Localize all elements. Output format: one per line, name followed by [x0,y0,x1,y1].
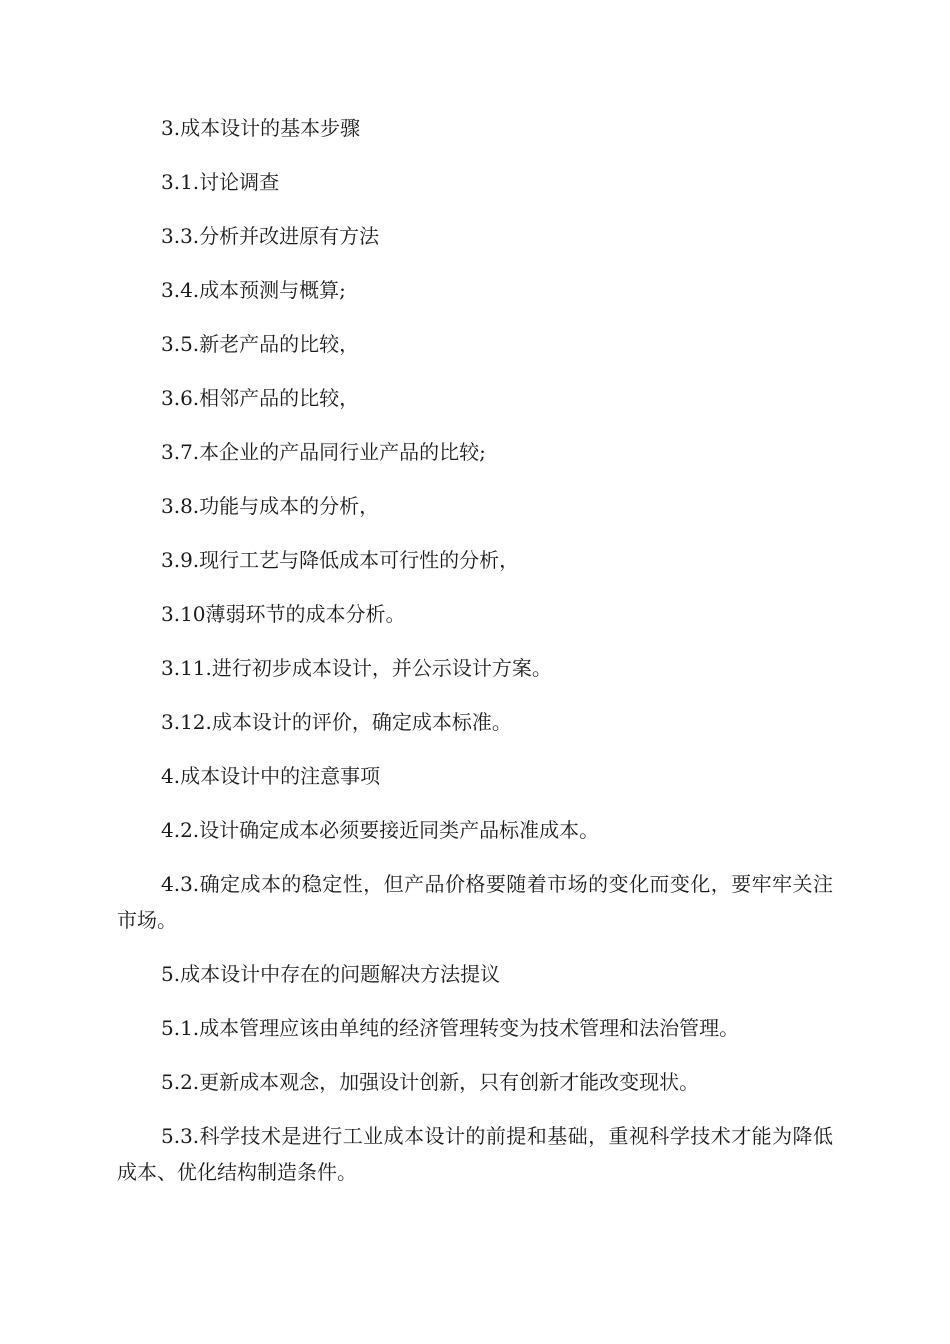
paragraph: 5.1.成本管理应该由单纯的经济管理转变为技术管理和法治管理。 [161,1016,740,1040]
paragraph: 4.3.确定成本的稳定性，但产品价格要随着市场的变化而变化，要牢牢关注市场。 [117,872,833,932]
paragraph: 3.9.现行工艺与降低成本可行性的分析， [161,548,520,572]
paragraph: 5.成本设计中存在的问题解决方法提议 [161,962,501,986]
paragraph: 3.5.新老产品的比较， [161,332,360,356]
paragraph: 5.3.科学技术是进行工业成本设计的前提和基础，重视科学技术才能为降低成本、优化结构制造条件。 [117,1124,833,1184]
paragraph: 3.8.功能与成本的分析， [161,494,380,518]
paragraph: 3.7.本企业的产品同行业产品的比较; [161,440,486,464]
document-body [117,110,833,1208]
paragraph: 5.2.更新成本观念，加强设计创新，只有创新才能改变现状。 [161,1070,700,1094]
paragraph: 3.12.成本设计的评价，确定成本标准。 [161,710,512,734]
paragraph: 3.6.相邻产品的比较， [161,386,360,410]
paragraph: 3.1.讨论调查 [161,170,280,194]
paragraph: 3.4.成本预测与概算; [161,278,346,302]
paragraph: 3.10薄弱环节的成本分析。 [161,602,406,626]
paragraph: 3.11.进行初步成本设计，并公示设计方案。 [161,656,552,680]
paragraph: 3.3.分析并改进原有方法 [161,224,380,248]
paragraph: 3.成本设计的基本步骤 [161,116,361,140]
paragraph: 4.2.设计确定成本必须要接近同类产品标准成本。 [161,818,600,842]
paragraph: 4.成本设计中的注意事项 [161,764,381,788]
